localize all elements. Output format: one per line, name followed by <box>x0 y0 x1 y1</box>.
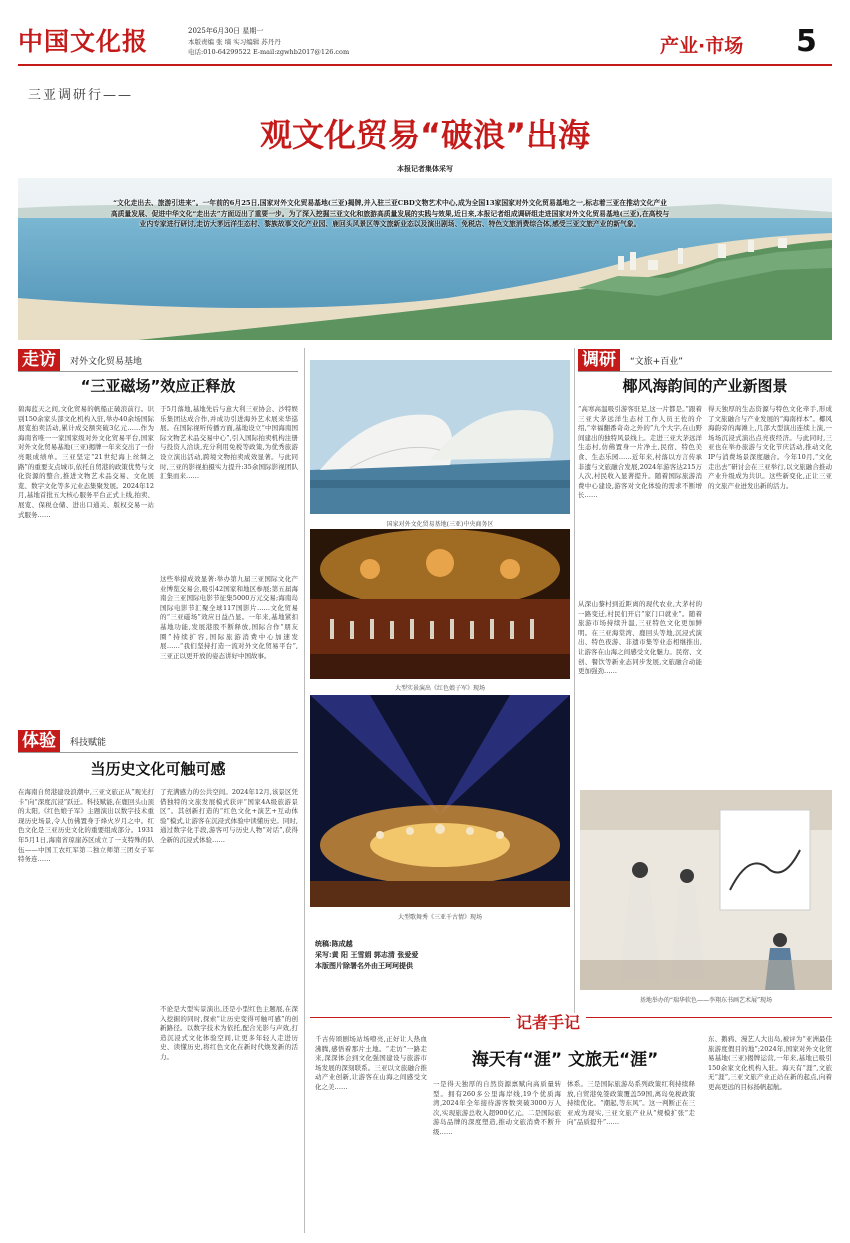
visit-col2: 于5月落地,基地先后与意大利三亚协会、沙特娱乐集团达成合作,并成功引进海外艺术展来华巡展。在国际视听传播方面,基地设立“中国海南国际文物艺术品交易中心”,引入国际拍卖机构注册与投资人洽谈,充分利用免税等政策,为优秀旅游设立演出活动,跨境文物拍卖成效显著。与此同时,三亚的影视拍摄实力提升:35余国际影视团队汇集而来…… <box>160 405 298 481</box>
tag-experience: 体验 <box>18 730 60 752</box>
note-headline: 海天有“涯” 文旅无“涯” <box>471 1050 659 1070</box>
caption-3: 大型歌舞秀《三亚千古情》现场 <box>397 914 482 921</box>
credits <box>315 938 575 971</box>
experience-rule <box>18 752 298 753</box>
research-col1: “高寒高温吸引游客驻足,这一片都是。”跟着三亚大茅远洋生态村工作人员王佐的介绍,“幸福翻番奇奇之外的”九个大字,在山野间建出的独特风景线上。走进三亚大茅远洋生态村,仿佛置身一片净土,民宿、特色美食、生态乐园……近年来,村落以方言传承非遗与文旅融合发展,2024年游客达215万人次,村民收入显著提升。随着国际旅游消费中心建设,游客对文化体验的需求不断增长…… <box>578 405 702 500</box>
feature-kicker: 三亚调研行—— <box>28 88 134 103</box>
experience-col3: 不论是大型实景演出,还是小型红色主题展,在深入挖掘的同时,探索“让历史变得可触可感”的创新路径。以数字技术为依托,配合光影与声效,打造沉浸式文化体验空间,让更多年轻人走进历史、读懂历史,将红色文化在新时代焕发新的活力。 <box>160 1005 298 1061</box>
photo-trade-base <box>310 360 570 514</box>
note-col3: 体系。三是国际旅游岛系列政策红利持续释放,自贸港免签政策覆盖59国,离岛免税政策持续优化。“潮起,等东风”。这一判断正在三亚成为现实,三亚文旅产业从“规模扩张”走向“品质提升”…… <box>567 1080 695 1127</box>
tag-experience-sub: 科技赋能 <box>70 738 107 748</box>
caption-4: 基地举办的“瑞华软色——李翔东书画艺术展”现场 <box>639 997 773 1004</box>
section-name: 产业·市场 <box>660 35 744 57</box>
credit-writers: 采写:黄 阳 王雪娟 郭志清 张爱爱 <box>315 950 419 959</box>
tag-visit: 走访 <box>18 349 60 371</box>
feature-byline: 本报记者集体采写 <box>397 164 453 173</box>
note-col2: 一是得天独厚的自然资源禀赋向高质量转型。拥有260多公里海岸线,19个优质海湾,2024年全年接待游客数突破3000万人次,实现旅游总收入超900亿元。二是国际旅游岛品牌的深度塑造,推动文旅消费不断升级…… <box>433 1080 561 1136</box>
masthead <box>18 22 832 62</box>
masthead-logo: 中国文化报 <box>18 27 149 56</box>
note-col4: 东、鹅鸦、漫艺人大出岛,被评为“亚洲最佳旅游度假目的地”;2024年,国家对外文化贸易基地(三亚)揭牌运营,一年来,基地已吸引150余家文化机构入驻。海天有“涯”,文旅无“涯”,三亚文旅产业正站在新的起点,向着更高更远的目标扬帆起航。 <box>708 1035 832 1091</box>
photo-art-exhibition <box>580 790 832 990</box>
visit-rule <box>18 371 298 372</box>
experience-col2: 了充满感力的公共空间。2024年12月,该景区凭借独特的文旅发展模式获评“国家4A级旅游景区”。其创新打造的“红色文化+演艺+互动体验”模式,让游客在沉浸式体验中读懂历史。同时,通过数字化手段,游客可与历史人物“对话”,获得全新的沉浸式体验…… <box>160 788 298 844</box>
tag-research: 调研 <box>578 349 620 371</box>
experience-headline: 当历史文化可触可感 <box>90 760 226 778</box>
credit-editor: 统稿:陈成越 <box>315 939 353 948</box>
research-rule <box>578 371 832 372</box>
masthead-date: 2025年6月30日 星期一 <box>188 27 264 35</box>
tag-visit-sub: 对外文化贸易基地 <box>70 357 143 367</box>
caption-2: 大型实景演出《红色娘子军》现场 <box>394 685 485 692</box>
visit-col3: 这些举措成效显著:举办第九届三亚国际文化产业博览交易会,吸引42国家和地区参展;第五届海南会三亚国际电影节征集5000万元交易;海南岛国际电影节汇聚全球117国影片……文化贸易的“三亚磁场”效应日益凸显。一年来,基地紧扣基地功能,发展港股不断释放,国际合作“朋友圈”持续扩容,国际旅游消费中心加速发展……“我们坚持打造一流对外文化贸易平台”,三亚正以更开放的姿态讲好中国故事。 <box>160 575 298 660</box>
feature-title: 观文化贸易“破浪”出海 <box>259 116 591 154</box>
research-headline: 椰风海韵间的产业新图景 <box>622 377 788 395</box>
caption-1: 国家对外文化贸易基地(三亚)中央商务区 <box>386 521 494 528</box>
visit-headline: “三亚磁场”效应正释放 <box>80 377 236 395</box>
research-col3: 得天独厚的生态资源与特色文化牵手,形成了文旅融合与产业发展的“海南样本”。椰风海韵旁的海滩上,几部大型演出连续上演,一场场沉浸式演出点亮夜经济。与此同时,三亚也在举办旅游与文化节庆活动,推动文化IP与消费场景深度融合。今年10月,“文化走出去”研讨会在三亚举行,以文旅融合推动产业升级成为共识。这些新变化,正让三亚的文旅产业迸发出新的活力。 <box>708 405 832 490</box>
research-col2: 从深山黎村到近距离的现代农业,大茅村的一路变迁,村民们开启“家门口就业”。随着旅游市场持续升温,三亚特色文化更加鲜明。在三亚海棠湾、鹿回头等地,沉浸式演出、特色夜游、非遗市集等业态相继推出,让游客在山海之间感受文化魅力。民宿、文创、餐饮等新业态同步发展,文旅融合动能更加强劲…… <box>578 600 702 676</box>
credit-photos: 本版图片除署名外由王珂珂提供 <box>315 961 413 970</box>
hero-beach-image <box>18 178 832 340</box>
tag-note: 记者手记 <box>510 1010 586 1033</box>
divider-right <box>574 348 575 1013</box>
photo-red-detachment-show <box>310 529 570 679</box>
divider-left <box>304 348 305 1233</box>
tag-research-sub: “文旅+百业” <box>630 357 683 367</box>
photo-sanya-eternal-show <box>310 695 570 907</box>
note-col1: 千古传颂剧场站场嘹亮,正好让人热血沸腾,感悟着那片土地。“走访”一路走来,深深体会到文化强国建设与旅游市场发展的深刻联系。三亚以文旅融合推动产业创新,让游客在山海之间感受文化之美…… <box>315 1035 427 1091</box>
masthead-contact: 电话:010-64299522 E-mail:zgwhb2017@126.com <box>188 48 350 56</box>
feature-intro: “文化走出去、旅游引进来”。一年前的6月25日,国家对外文化贸易基地(三亚)揭牌,并入驻三亚CBD文物艺术中心,成为全国13家国家对外文化贸易基地之一,标志着三亚在推动文化产业高质量发展、促进中华文化“走出去”方面迈出了重要一步。为了深入挖掘三亚文化和旅游高质量发展的实践与效果,近日来,本报记者组成调研组走进国家对外文化贸易基地(三亚),在高校与业内专家进行研讨,走访大茅远洋生态村、黎族故事文化产业园、鹿回头风景区等文旅新业态以及演出剧场、免税店、特色文旅消费综合体,感受三亚文旅产业的新气象。 <box>110 199 670 229</box>
page-number: 5 <box>796 24 817 59</box>
experience-col1: 在海南自贸港建设浪潮中,三亚文旅正从“观光打卡”向“深度沉浸”跃迁。科技赋能,在鹿回头山顶的太阳,《红色娘子军》主题演出以数字技术重现历史场景,令人仿佛置身于烽火岁月之中。红色文化是三亚历史文化的重要组成部分。1931年5月1日,海南省琼崖苏区成立了一支特殊的队伍——中国工农红军第二独立师第三团女子军特务连…… <box>18 788 154 864</box>
visit-col1: 碧海蓝天之间,文化贸易的帆船正破浪前行。识别150余家头部文化机构入驻,举办40余场国际展览拍卖活动,累计成交额突破3亿元……作为海南省唯一一家国家级对外文化贸易平台,国家对外文化贸易基地(三亚)揭牌一年来交出了一份亮眼成绩单。三亚坚定“21世纪海上丝绸之路”的重要支点城市,依托自贸港的政策优势与文化资源的整合,推进文物艺术品交易、文化展览、数字文化等多元业态集聚发展。2024年12月,基地首批五大核心服务平台正式上线,拍卖、展览、保税仓储、进出口通关、版权交易一站式服务…… <box>18 405 154 519</box>
masthead-rule <box>18 64 832 66</box>
masthead-editors: 本版责编 张 墒 实习编辑 苏丹丹 <box>188 38 281 46</box>
